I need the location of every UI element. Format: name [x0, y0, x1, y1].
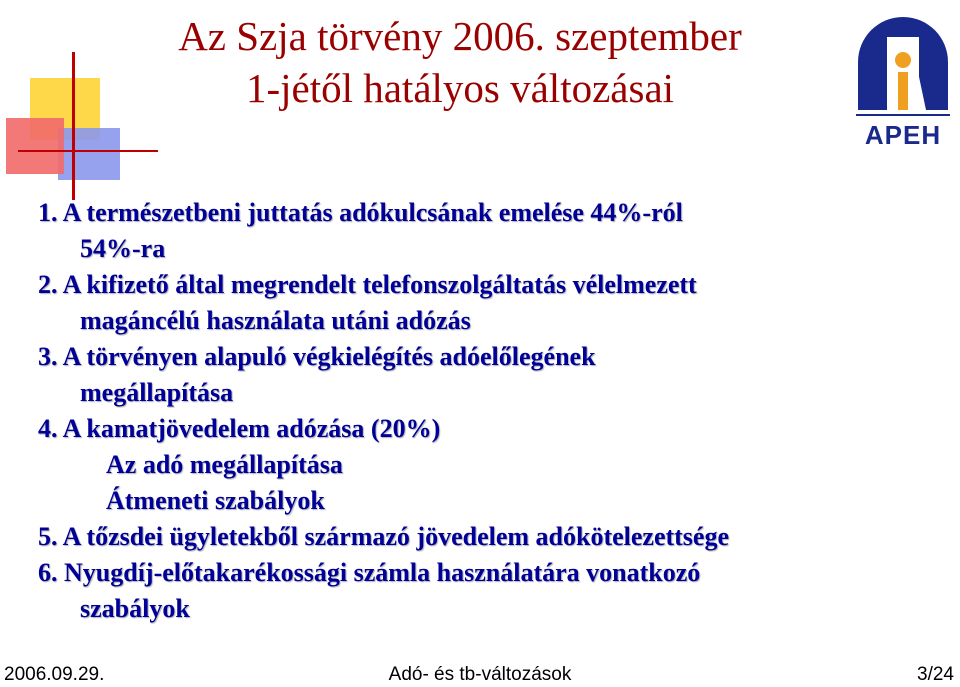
footer-date: 2006.09.29.	[4, 664, 105, 685]
title-line-1: Az Szja törvény 2006. szeptember	[178, 13, 742, 59]
list-item-2-cont: magáncélú használata utáni adózás	[80, 306, 471, 335]
list-item-1-cont: 54%-ra	[80, 234, 166, 263]
list-item-4: 4. A kamatjövedelem adózása (20%)	[38, 414, 441, 443]
apeh-logo-text: APEH	[864, 120, 942, 150]
list-item-1: 1. A természetbeni juttatás adókulcsának emelése 44%-ról	[38, 198, 683, 227]
decor-horizontal-line	[18, 150, 158, 152]
list-subitem-4b: Átmeneti szabályok	[106, 486, 325, 515]
apeh-logo	[848, 2, 958, 152]
list-item-6-cont: szabályok	[80, 594, 190, 623]
footer-page-number: 3/24	[917, 664, 954, 685]
decor-blue-square	[58, 128, 120, 180]
list-item-2: 2. A kifizető által megrendelt telefonszolgáltatás vélelmezett	[38, 270, 697, 299]
slide-title	[95, 10, 825, 114]
decor-red-square	[6, 118, 64, 174]
decor-vertical-line	[72, 52, 75, 200]
list-item-6: 6. Nyugdíj-előtakarékossági számla használatára vonatkozó	[38, 558, 701, 587]
list-subitem-4a: Az adó megállapítása	[106, 450, 343, 479]
list-item-5: 5. A tőzsdei ügyletekből származó jövedelem adókötelezettsége	[38, 522, 730, 551]
title-line-2: 1-jétől hatályos változásai	[245, 65, 675, 111]
list-item-3: 3. A törvényen alapuló végkielégítés adóelőlegének	[38, 342, 596, 371]
footer-center: Adó- és tb-változások	[388, 664, 572, 685]
list-item-3-cont: megállapítása	[80, 378, 234, 407]
